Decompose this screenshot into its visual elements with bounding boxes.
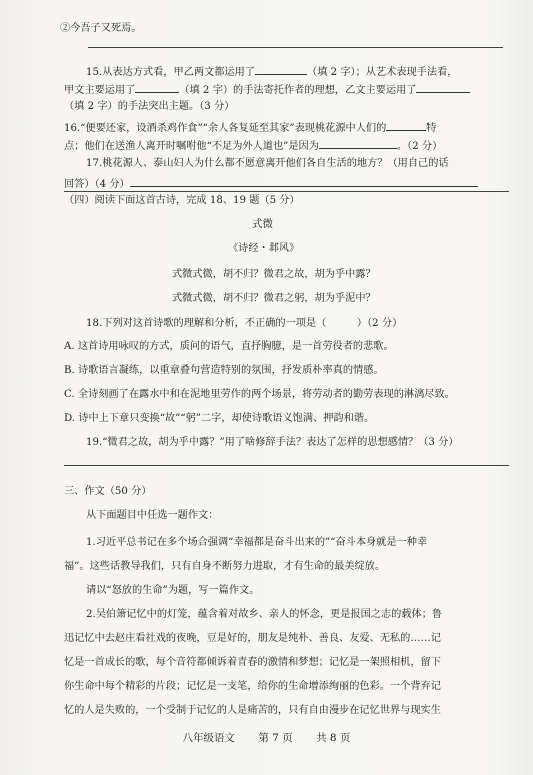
essay1-line1: 1.习近平总书记在多个场合强调“幸福都是奋斗出来的”“奋斗本身就是一种幸 bbox=[86, 537, 428, 548]
essay1-line2: 福”。这些话教导我们，只有自身不断努力进取，才有生命的最美绽放。 bbox=[64, 561, 386, 572]
answer-blank[interactable] bbox=[255, 64, 307, 75]
essay2-line4: 你生命中每个精彩的片段；记忆是一支笔，给你的生命增添绚丽的色彩。一个背弃记 bbox=[64, 681, 441, 692]
answer-blank[interactable] bbox=[135, 82, 179, 93]
answer-line bbox=[64, 191, 509, 192]
essay2-line3: 忆是一首成长的歌，每个音符都倾诉着青春的激情和梦想；记忆是一架照相机，留下 bbox=[64, 657, 441, 668]
essay2-line1: 2.吴伯箫记忆中的灯笼，蕴含着对故乡、亲人的怀念，更是报国之志的载体；鲁 bbox=[86, 609, 443, 620]
q15-line3: （填 2 字）的手法突出主题。（3 分） bbox=[64, 101, 235, 112]
essay-instruction: 从下面题目中任选一题作文： bbox=[86, 510, 219, 521]
q17-line1: 17.桃花源人、泰山妇人为什么都不愿意离开他们各自生活的地方？（用自己的话 bbox=[86, 158, 449, 169]
q17-line2: 回答）（4 分） bbox=[64, 176, 478, 192]
q18-option-b[interactable]: B. 诗歌语言凝练，以重章叠句营造特别的氛围，抒发质朴率真的情感。 bbox=[64, 365, 384, 376]
q18-option-d[interactable]: D. 诗中上下章只变换“故”“躬”二字，却使诗歌语义饱满、押韵和谐。 bbox=[64, 413, 375, 424]
answer-blank[interactable] bbox=[416, 82, 470, 93]
q18-stem: 18.下列对这首诗歌的理解和分析，不正确的一项是（ ）（2 分） bbox=[86, 318, 403, 329]
answer-blank[interactable] bbox=[386, 120, 426, 131]
page-footer bbox=[0, 730, 533, 745]
answer-line bbox=[88, 47, 503, 48]
essay1-line3: 请以“怒放的生命”为题，写一篇作文。 bbox=[86, 585, 260, 596]
q18-option-a[interactable]: A. 这首诗用咏叹的方式，质问的语气，直抒胸臆，是一首劳役者的悲歌。 bbox=[64, 341, 394, 352]
source-line: ②今吾子又死焉。 bbox=[60, 23, 142, 34]
poem-title: 式微 bbox=[252, 218, 273, 230]
footer-subject: 八年级语文 bbox=[182, 732, 236, 744]
poem-line2: 式微式微，胡不归？微君之躬，胡为乎泥中？ bbox=[172, 293, 376, 304]
footer-page-number: 第 7 页 bbox=[258, 732, 293, 744]
poem-line1: 式微式微，胡不归？微君之故，胡为乎中露？ bbox=[172, 269, 376, 280]
section3-heading: 三、作文（50 分） bbox=[64, 486, 152, 497]
q15-line1: 15.从表达方式看，甲乙两文都运用了 （填 2 字）；从艺术表现手法看， bbox=[86, 64, 458, 80]
section4-heading: （四）阅读下面这首古诗，完成 18、19 题（5 分） bbox=[64, 195, 300, 206]
q16-line1: 16.“便要还家，设酒杀鸡作食”“余人各复延至其家”表现桃花源中人们的 特 bbox=[64, 120, 436, 136]
answer-line bbox=[64, 465, 509, 466]
answer-blank[interactable] bbox=[319, 138, 397, 149]
q15-line2: 甲文主要运用了 （填 2 字）的手法寄托作者的理想，乙文主要运用了 bbox=[64, 82, 470, 98]
essay2-line5: 忆的人是失败的，一个受制于记忆的人是痛苦的，只有自由漫步在记忆世界与现实生 bbox=[64, 705, 441, 716]
answer-blank[interactable] bbox=[130, 176, 478, 187]
q16-line2: 点；他们在送渔人离开时嘱咐他“不足为外人道也”是因为 。（2 分） bbox=[64, 138, 442, 154]
poem-source: 《诗经・邶风》 bbox=[228, 243, 300, 254]
q19-question: 19.“微君之故，胡为乎中露？”用了啥修辞手法？表达了怎样的思想感情？（3 分） bbox=[86, 437, 459, 448]
q18-option-c[interactable]: C. 全诗刻画了在露水中和在泥地里劳作的两个场景，将劳动者的勤劳表现的淋漓尽致。 bbox=[64, 389, 455, 400]
footer-page-total: 共 8 页 bbox=[316, 732, 351, 744]
essay2-line2: 迅记忆中去赵庄看社戏的夜晚，豆是好的，朋友是纯朴、善良、友爱、无私的……记 bbox=[64, 633, 441, 644]
